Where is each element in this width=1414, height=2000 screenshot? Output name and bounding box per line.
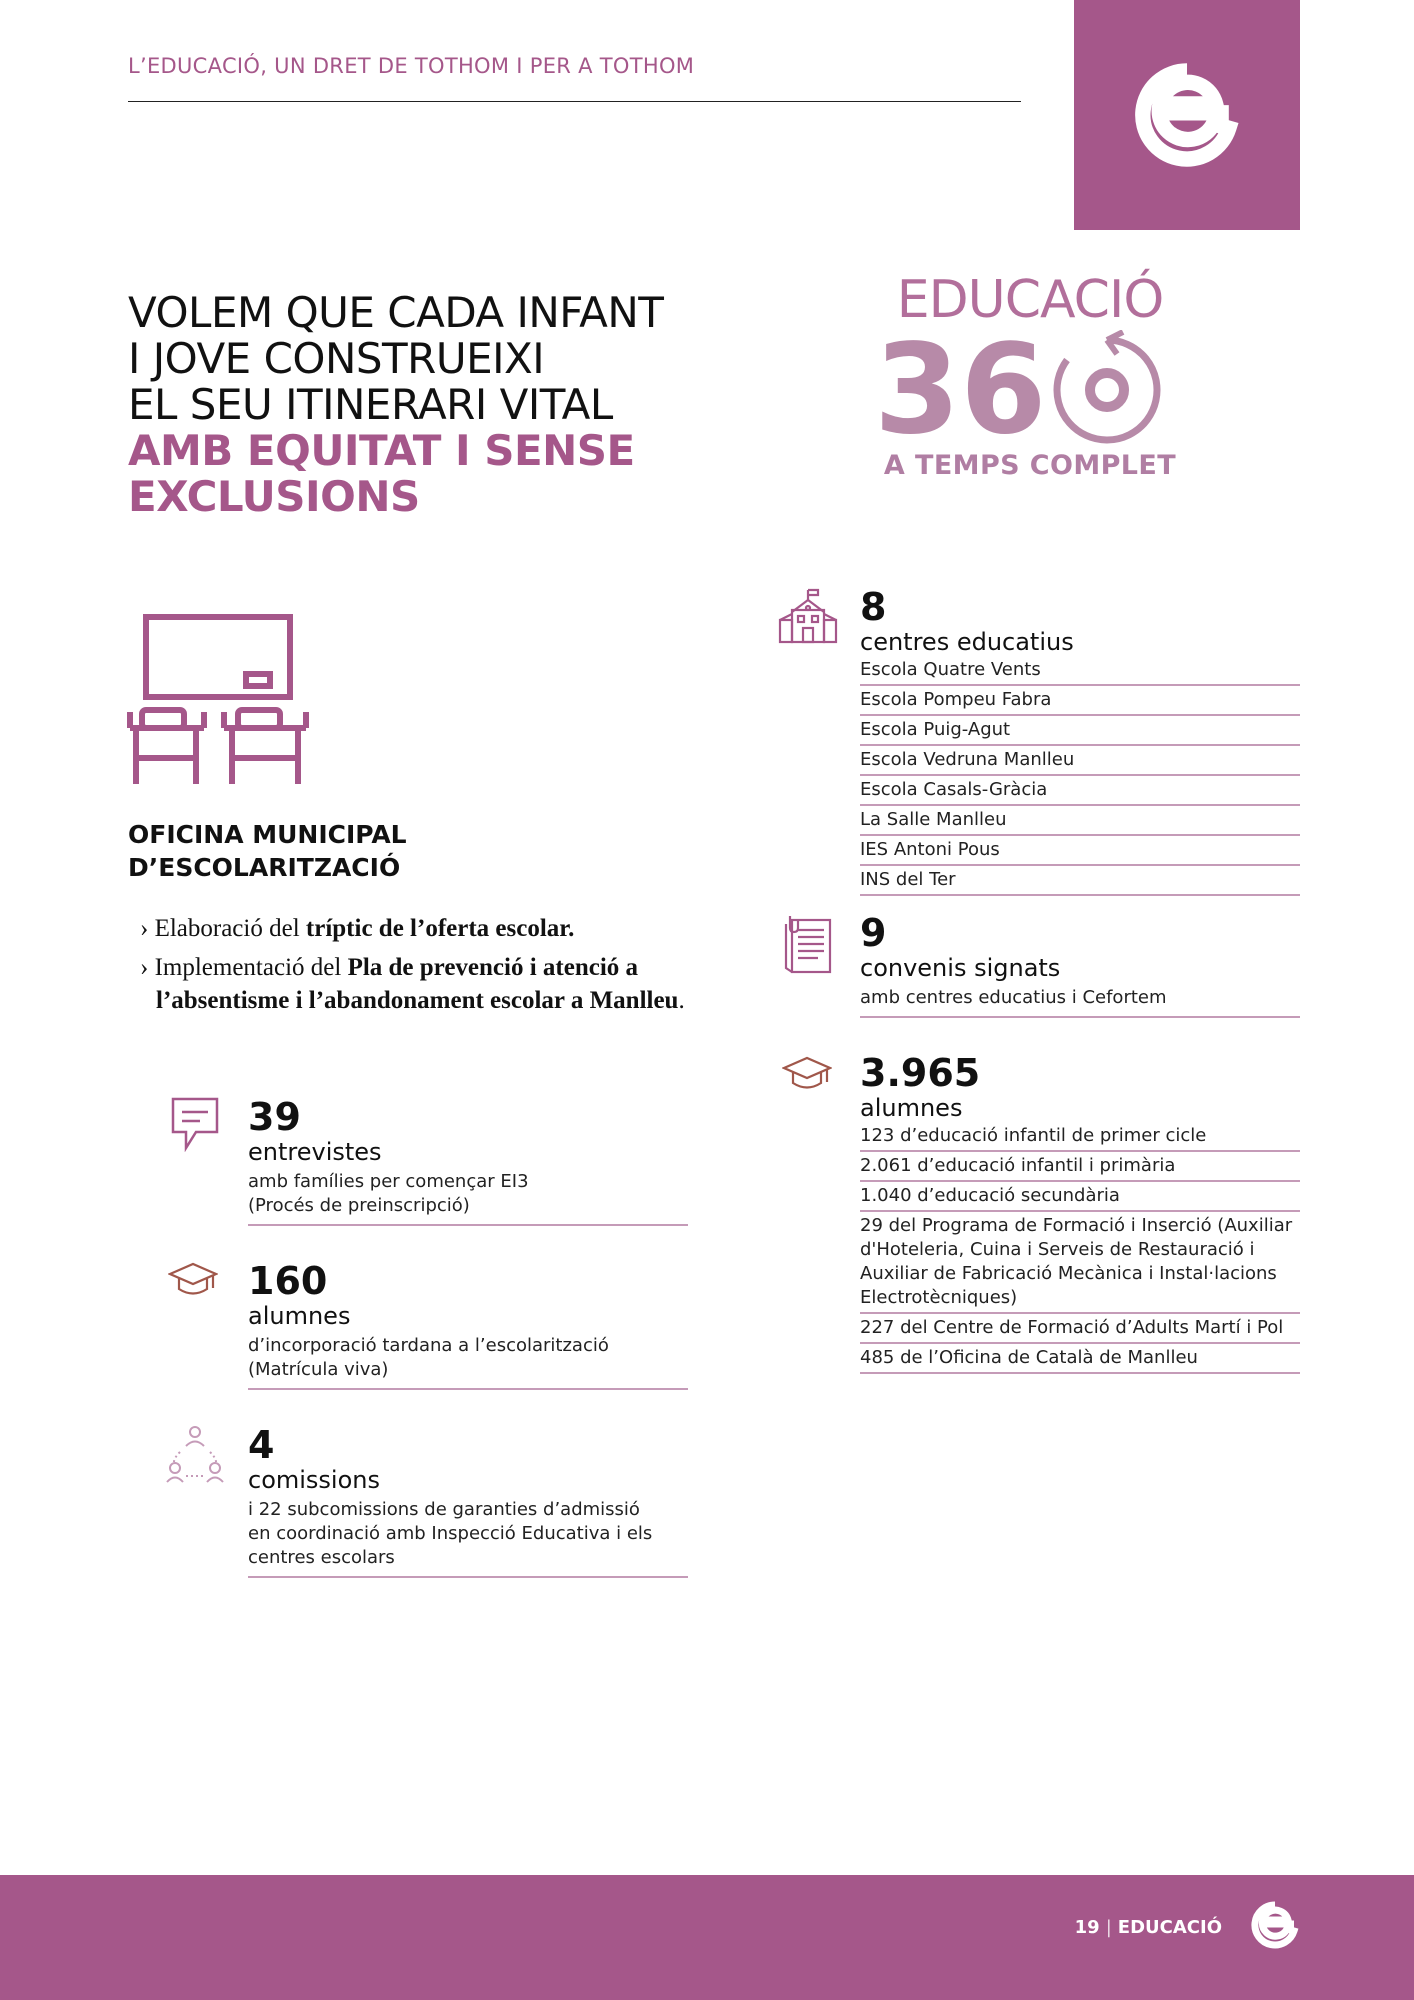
centres-list [860,656,1300,896]
stat-desc-line: (Procés de preinscripció) [248,1195,470,1216]
list-item: 227 del Centre de Formació d’Adults Martí i Pol [860,1314,1300,1344]
brand-number: 36 [874,318,1047,462]
stat-desc [248,1170,688,1218]
stat-number: 3.965 [860,1051,981,1095]
alumnes-list [860,1122,1300,1374]
headline-accent-line: EXCLUSIONS [128,472,420,521]
stat-unit: alumnes [860,1094,963,1122]
bullet-bold: Pla de prevenció i atenció a l’absentisme i l’abandonament escolar a Manlleu [156,954,679,1014]
bullet-item [140,951,700,1017]
speech-bubble-icon [170,1096,220,1152]
stat-convenis [860,912,1300,1018]
stat-desc [248,1498,688,1570]
header-divider [128,101,1021,102]
list-item: Escola Casals-Gràcia [860,776,1300,806]
graduation-cap-icon [168,1262,218,1298]
stat-desc-line: d’incorporació tardana a l’escolarització [248,1335,609,1356]
stat-entrevistes [248,1096,688,1226]
circular-arrow-icon [1047,330,1167,450]
list-item: 29 del Programa de Formació i Inserció (Auxiliar d'Hoteleria, Cuina i Serveis de Restauració i Auxiliar de Fabricació Mecànica i Instal·lacions Electrotècniques) [860,1212,1300,1314]
list-item: 123 d’educació infantil de primer cicle [860,1122,1300,1152]
stat-centres [860,586,1300,896]
school-building-icon [778,588,838,644]
stat-desc [248,1334,688,1382]
headline-accent-line: AMB EQUITAT I SENSE [128,426,635,475]
stat-desc-line: (Matrícula viva) [248,1359,389,1380]
list-item: Escola Vedruna Manlleu [860,746,1300,776]
bullet-item [140,912,700,945]
stat-desc: amb centres educatius i Cefortem [860,987,1167,1008]
headline-line: VOLEM QUE CADA INFANT [128,288,664,337]
bullet-text: › Elaboració del [140,915,306,942]
list-item: Escola Pompeu Fabra [860,686,1300,716]
educacio-360-logo [860,270,1200,481]
e-logo-icon [1132,60,1242,170]
stat-unit: convenis signats [860,954,1061,982]
stat-number: 9 [860,911,887,955]
stat-desc-line: i 22 subcomissions de garanties d’admissió [248,1499,640,1520]
list-item: 1.040 d’educació secundària [860,1182,1300,1212]
footer-separator: | [1105,1917,1112,1938]
office-title-line: OFICINA MUNICIPAL [128,820,407,849]
office-title-line: D’ESCOLARITZACIÓ [128,853,401,882]
list-item: INS del Ter [860,866,1300,896]
bullet-text: › Implementació del [140,954,348,981]
stat-unit: alumnes [248,1302,351,1330]
stat-alumnes-total [860,1052,1300,1374]
stat-number: 160 [248,1259,328,1303]
graduation-cap-icon [782,1056,832,1092]
stat-divider [248,1388,688,1390]
footer-label [1075,1917,1222,1938]
stat-divider [860,1016,1300,1018]
page-kicker: L’EDUCACIÓ, UN DRET DE TOTHOM I PER A TOTHOM [128,54,695,78]
stat-divider [248,1576,688,1578]
stat-desc-line: centres escolars [248,1547,395,1568]
list-item: La Salle Manlleu [860,806,1300,836]
headline [128,290,663,520]
office-bullets [140,912,700,1023]
stat-divider [248,1224,688,1226]
header-logo [1074,0,1300,230]
list-item: Escola Puig-Agut [860,716,1300,746]
brand-bottom-text: A TEMPS COMPLET [883,450,1177,481]
office-title [128,818,407,884]
stat-desc-line: en coordinació amb Inspecció Educativa i els [248,1523,653,1544]
page-number: 19 [1074,1917,1100,1938]
headline-line: I JOVE CONSTRUEIXI [128,334,545,383]
stat-number: 4 [248,1423,275,1467]
stat-comissions [248,1424,688,1578]
list-item: Escola Quatre Vents [860,656,1300,686]
stat-unit: centres educatius [860,628,1074,656]
classroom-icon [126,612,312,790]
e-logo-icon [1250,1900,1300,1950]
bullet-bold: tríptic de l’oferta escolar. [305,915,575,942]
document-icon [782,914,834,974]
headline-line: EL SEU ITINERARI VITAL [128,380,613,429]
stat-alumnes-tardana [248,1260,688,1390]
list-item: 2.061 d’educació infantil i primària [860,1152,1300,1182]
bullet-suffix: . [678,987,685,1014]
stat-unit: entrevistes [248,1138,382,1166]
stat-desc-line: amb famílies per començar EI3 [248,1171,529,1192]
stat-unit: comissions [248,1466,380,1494]
stat-number: 39 [248,1095,301,1139]
people-meeting-icon [166,1424,224,1486]
list-item: 485 de l’Oficina de Català de Manlleu [860,1344,1300,1374]
stat-number: 8 [860,585,887,629]
list-item: IES Antoni Pous [860,836,1300,866]
footer-section: EDUCACIÓ [1117,1917,1222,1938]
brand-top-text: EDUCACIÓ [896,270,1164,330]
